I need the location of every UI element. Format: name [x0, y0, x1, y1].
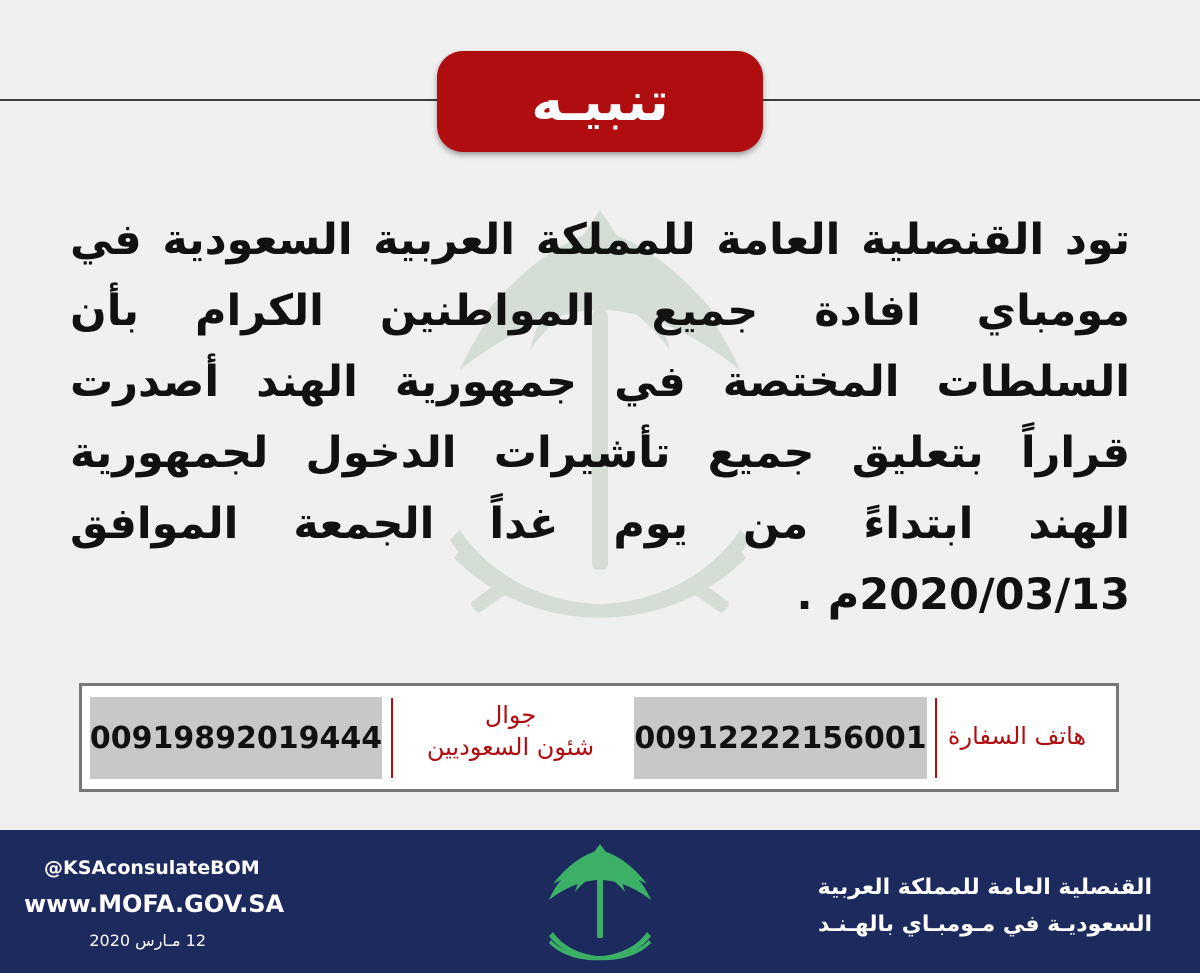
mobile-label-line2: شئون السعوديين: [426, 733, 595, 761]
contact-box: [79, 683, 1119, 792]
embassy-phone-label: هاتف السفارة: [947, 722, 1087, 750]
notice-body: تود القنصلية العامة للمملكة العربية السعودية في مومباي افادة جميع المواطنين الكرام بأن السلطات المختصة في جمهورية الهند أصدرت قراراً بتعليق جميع تأشيرات الدخول لجمهورية الهند ابتداءً من يوم غداً الجمعة الموافق 2020/03/13م .: [70, 215, 1130, 620]
footer-bar: [0, 830, 1200, 973]
embassy-label-divider: [935, 698, 937, 778]
org-name-line1: القنصلية العامة للمملكة العربية: [817, 875, 1152, 900]
website-url: www.MOFA.GOV.SA: [24, 890, 285, 918]
mobile-phone-number: 00919892019444: [90, 697, 382, 779]
notice-title: تنبيـه: [531, 70, 669, 133]
footer-emblem-icon: [543, 840, 657, 966]
twitter-handle: @KSAconsulateBOM: [44, 857, 260, 879]
notice-title-banner: [437, 51, 763, 152]
embassy-phone-number: 00912222156001: [634, 697, 927, 779]
mobile-label-line1: جوال: [484, 701, 537, 729]
mobile-phone-label: [398, 700, 623, 764]
org-name-line2: السعوديـة في مـومبـاي بالهـنـد: [818, 912, 1152, 937]
publish-date: 12 مـارس 2020: [89, 931, 206, 950]
mobile-label-divider: [391, 698, 393, 778]
